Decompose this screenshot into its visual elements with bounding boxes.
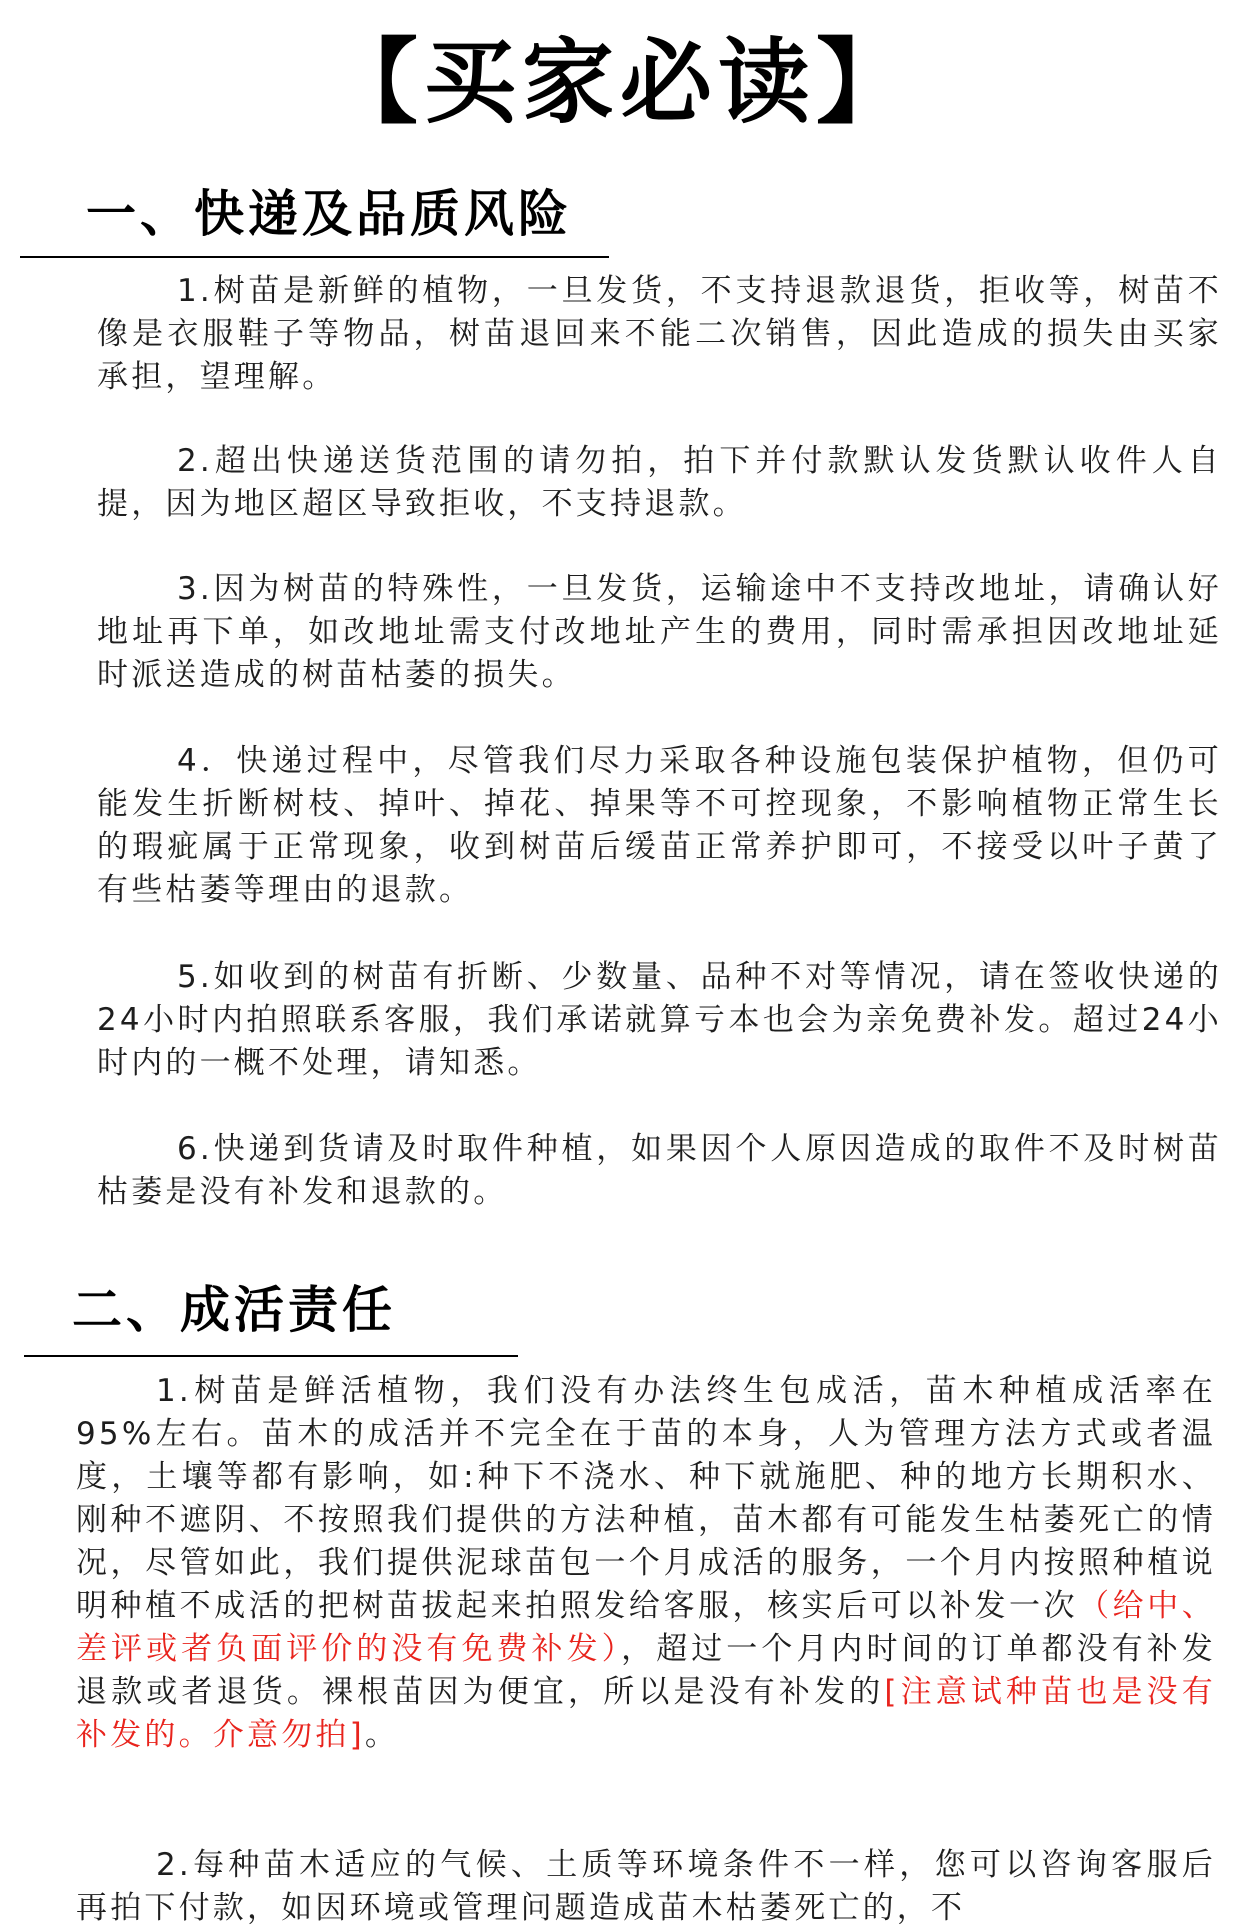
paragraph-text: 2.超出快递送货范围的请勿拍，拍下并付款默认发货默认收件人自提，因为地区超区导致拒收，不支持退款。 [97, 443, 1222, 522]
paragraph-text: ，超过一个月内时间的订单都没有补发退款或者退货。裸根苗因为便宜，所以是没有补发的 [76, 1631, 1216, 1710]
paragraph-text: 4．快递过程中，尽管我们尽力采取各种设施包装保护植物，但仍可能发生折断树枝、掉叶、掉花、掉果等不可控现象，不影响植物正常生长的瑕疵属于正常现象，收到树苗后缓苗正常养护即可，不接受以叶子黄了有些枯萎等理由的退款。 [97, 743, 1222, 908]
paragraph-text: 3.因为树苗的特殊性，一旦发货，运输途中不支持改地址，请确认好地址再下单，如改地址需支付改地址产生的费用，同时需承担因改地址延时派送造成的树苗枯萎的损失。 [97, 571, 1222, 693]
section-divider [20, 256, 609, 258]
section-heading-survival: 二、成活责任 [72, 1281, 396, 1339]
section-divider [24, 1355, 518, 1357]
shipping-paragraph-3 [97, 568, 1222, 697]
shipping-paragraph-5 [97, 956, 1222, 1085]
shipping-paragraph-6 [97, 1128, 1222, 1214]
section-heading-shipping-quality: 一、快递及品质风险 [86, 185, 572, 243]
paragraph-text: 1.树苗是鲜活植物，我们没有办法终生包成活，苗木种植成活率在95%左右。苗木的成活并不完全在于苗的本身，人为管理方法方式或者温度，土壤等都有影响，如:种下不浇水、种下就施肥、种的地方长期积水、刚种不遮阴、不按照我们提供的方法种植，苗木都有可能发生枯萎死亡的情况，尽管如此，我们提供泥球苗包一个月成活的服务，一个月内按照种植说明种植不成活的把树苗拔起来拍照发给客服，核实后可以补发一次 [76, 1373, 1216, 1624]
survival-paragraph-2 [76, 1844, 1216, 1930]
paragraph-text: 2.每种苗木适应的气候、土质等环境条件不一样，您可以咨询客服后再拍下付款，如因环境或管理问题造成苗木枯萎死亡的，不 [76, 1847, 1216, 1926]
survival-paragraph-1 [76, 1370, 1216, 1757]
shipping-paragraph-1 [97, 270, 1222, 399]
paragraph-text: 1.树苗是新鲜的植物，一旦发货，不支持退款退货，拒收等，树苗不像是衣服鞋子等物品，树苗退回来不能二次销售，因此造成的损失由买家承担，望理解。 [97, 273, 1222, 395]
paragraph-text: 6.快递到货请及时取件种植，如果因个人原因造成的取件不及时树苗枯萎是没有补发和退款的。 [97, 1131, 1222, 1210]
shipping-paragraph-2 [97, 440, 1222, 526]
page-title: 【买家必读】 [325, 29, 914, 136]
trial-seedling-warning: [注意试种苗也是没有补发的。介意勿拍] [76, 1674, 1216, 1753]
paragraph-text: 。 [364, 1717, 400, 1753]
paragraph-text: 5.如收到的树苗有折断、少数量、品种不对等情况，请在签收快递的24小时内拍照联系客服，我们承诺就算亏本也会为亲免费补发。超过24小时内的一概不处理，请知悉。 [97, 959, 1222, 1081]
shipping-paragraph-4 [97, 740, 1222, 912]
no-free-reshipment-warning: （给中、差评或者负面评价的没有免费补发） [76, 1588, 1216, 1667]
